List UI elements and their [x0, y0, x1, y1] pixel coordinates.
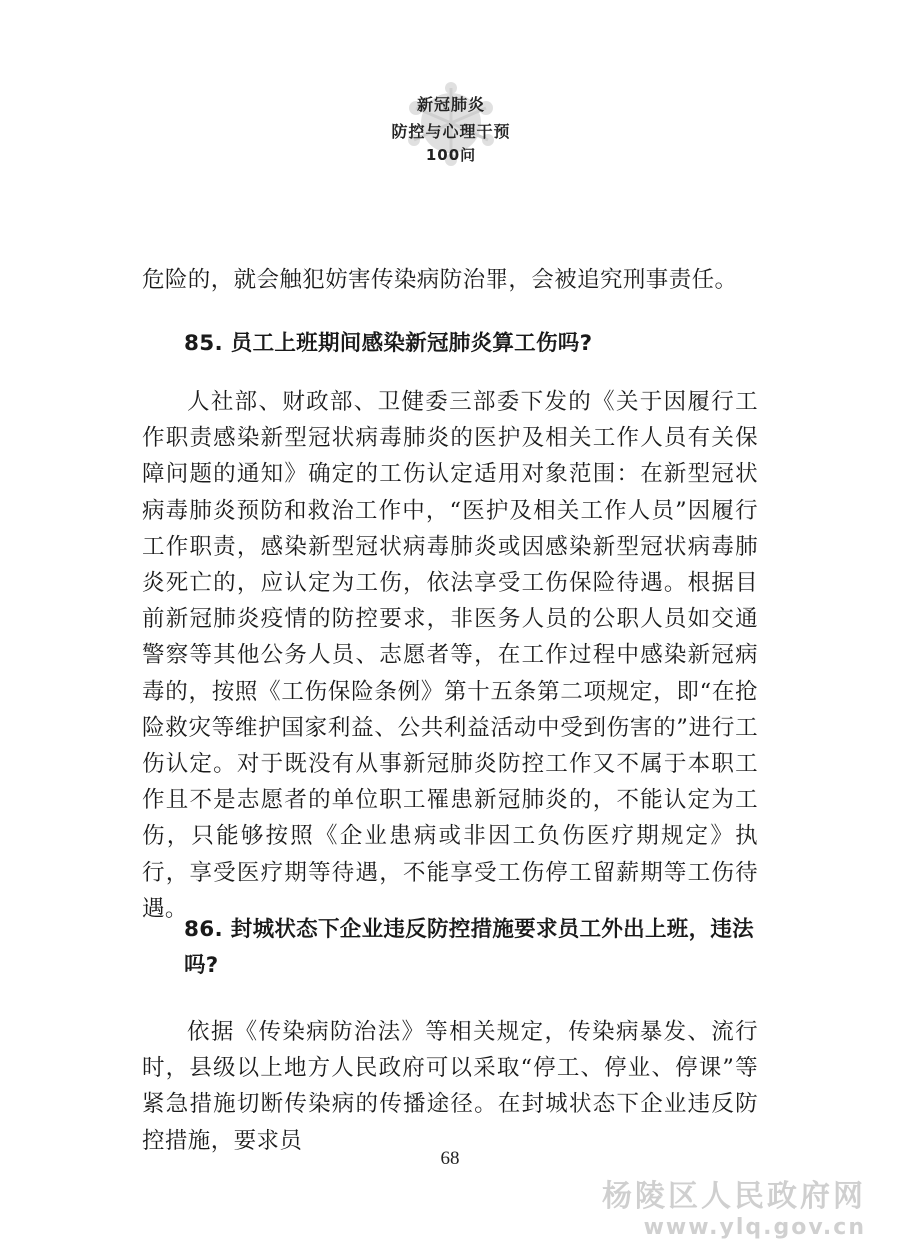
watermark-site-name: 杨陵区人民政府网 — [602, 1179, 866, 1214]
question-86-answer: 依据《传染病防治法》等相关规定，传染病暴发、流行时，县级以上地方人民政府可以采取“停工、停业、停课”等紧急措施切断传染病的传播途径。在封城状态下企业违反防控措施，要求员 — [142, 1019, 758, 1154]
page-number: 68 — [440, 1148, 460, 1169]
book-header-logo — [376, 78, 526, 168]
header-title-line2: 防控与心理干预 — [391, 122, 511, 141]
watermark-url: www.ylq.gov.cn — [643, 1215, 866, 1240]
question-86-heading: 86. 封城状态下企业违反防控措施要求员工外出上班，违法吗? — [184, 917, 754, 978]
question-85-heading: 85. 员工上班期间感染新冠肺炎算工伤吗? — [184, 331, 593, 356]
header-title-line3: 100问 — [425, 146, 477, 164]
question-85-answer: 人社部、财政部、卫健委三部委下发的《关于因履行工作职责感染新型冠状病毒肺炎的医护及相关工作人员有关保障问题的通知》确定的工伤认定适用对象范围：在新型冠状病毒肺炎预防和救治工作中，“医护及相关工作人员”因履行工作职责，感染新型冠状病毒肺炎或因感染新型冠状病毒肺炎死亡的，应认定为工伤，依法享受工伤保险待遇。根据目前新冠肺炎疫情的防控要求，非医务人员的公职人员如交通警察等其他公务人员、志愿者等，在工作过程中感染新冠病毒的，按照《工伤保险条例》第十五条第二项规定，即“在抢险救灾等维护国家利益、公共利益活动中受到伤害的”进行工伤认定。对于既没有从事新冠肺炎防控工作又不属于本职工作且不是志愿者的单位职工罹患新冠肺炎的，不能认定为工伤，只能够按照《企业患病或非因工负伤医疗期规定》执行，享受医疗期等待遇，不能享受工伤停工留薪期等工伤待遇。 — [142, 389, 758, 922]
watermark — [602, 1180, 866, 1242]
header-title-line1: 新冠肺炎 — [416, 95, 485, 114]
continued-paragraph: 危险的，就会触犯妨害传染病防治罪，会被追究刑事责任。 — [142, 267, 738, 293]
